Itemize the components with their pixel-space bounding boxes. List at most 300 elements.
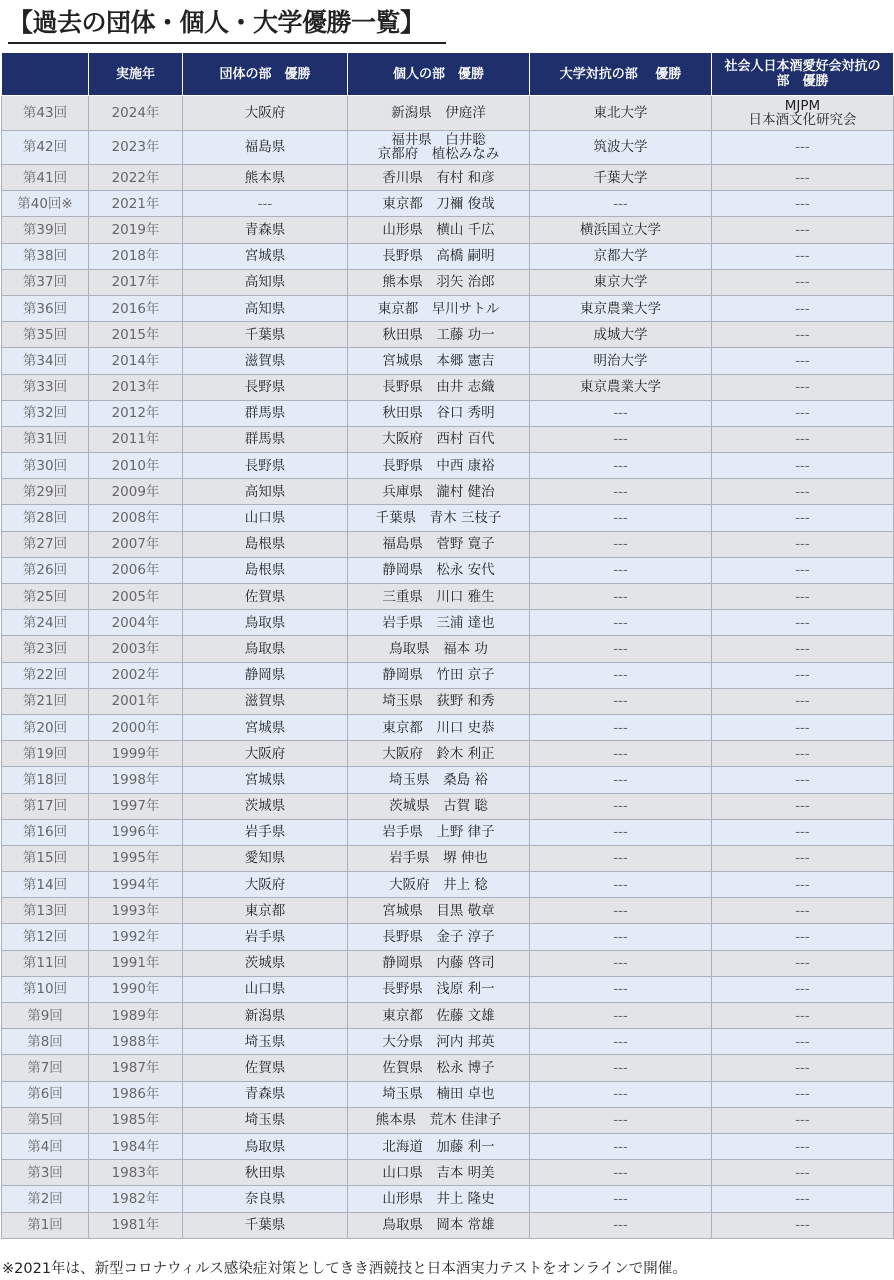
cell-team: 静岡県 (183, 662, 348, 688)
cell-round: 第42回 (2, 130, 89, 165)
cell-individual: 福島県 菅野 寛子 (348, 531, 530, 557)
table-row (2, 1081, 894, 1107)
cell-individual: 千葉県 青木 三枝子 (348, 505, 530, 531)
cell-round: 第36回 (2, 295, 89, 321)
cell-round: 第40回※ (2, 191, 89, 217)
cell-team: 熊本県 (183, 165, 348, 191)
cell-university: --- (530, 872, 712, 898)
cell-individual: 東京都 川口 史恭 (348, 714, 530, 740)
table-row (2, 741, 894, 767)
cell-team: 青森県 (183, 1081, 348, 1107)
cell-university: --- (530, 400, 712, 426)
cell-university: --- (530, 741, 712, 767)
cell-round: 第39回 (2, 217, 89, 243)
table-row (2, 688, 894, 714)
cell-round: 第7回 (2, 1055, 89, 1081)
cell-university: --- (530, 636, 712, 662)
table-row (2, 130, 894, 165)
cell-corporate: --- (712, 610, 894, 636)
cell-team: 埼玉県 (183, 1029, 348, 1055)
table-row (2, 976, 894, 1002)
cell-corporate: --- (712, 453, 894, 479)
cell-year: 1992年 (89, 924, 183, 950)
cell-year: 2016年 (89, 295, 183, 321)
cell-round: 第37回 (2, 269, 89, 295)
cell-corporate: --- (712, 1003, 894, 1029)
cell-year: 1990年 (89, 976, 183, 1002)
cell-corporate: --- (712, 741, 894, 767)
cell-team: 秋田県 (183, 1160, 348, 1186)
table-row (2, 479, 894, 505)
header-individual: 個人の部 優勝 (348, 53, 530, 96)
cell-individual: 静岡県 竹田 京子 (348, 662, 530, 688)
cell-team: 高知県 (183, 295, 348, 321)
table-header-row (2, 53, 894, 96)
cell-year: 1995年 (89, 845, 183, 871)
cell-individual: 宮城県 目黒 敬章 (348, 898, 530, 924)
cell-individual: 東京都 佐藤 文雄 (348, 1003, 530, 1029)
cell-year: 2019年 (89, 217, 183, 243)
cell-individual: 埼玉県 桑島 裕 (348, 767, 530, 793)
header-university: 大学対抗の部 優勝 (530, 53, 712, 96)
cell-round: 第15回 (2, 845, 89, 871)
cell-university: --- (530, 845, 712, 871)
cell-round: 第43回 (2, 96, 89, 131)
cell-round: 第20回 (2, 714, 89, 740)
cell-team: 群馬県 (183, 400, 348, 426)
table-row (2, 610, 894, 636)
cell-round: 第10回 (2, 976, 89, 1002)
cell-round: 第34回 (2, 348, 89, 374)
cell-round: 第33回 (2, 374, 89, 400)
cell-corporate: --- (712, 165, 894, 191)
cell-round: 第13回 (2, 898, 89, 924)
cell-university: --- (530, 1003, 712, 1029)
cell-individual: 岩手県 堺 伸也 (348, 845, 530, 871)
cell-team: --- (183, 191, 348, 217)
table-row (2, 1160, 894, 1186)
cell-individual: 岩手県 三浦 達也 (348, 610, 530, 636)
cell-team: 埼玉県 (183, 1107, 348, 1133)
table-row (2, 584, 894, 610)
cell-round: 第3回 (2, 1160, 89, 1186)
cell-individual: 大分県 河内 邦英 (348, 1029, 530, 1055)
cell-round: 第38回 (2, 243, 89, 269)
cell-university: --- (530, 924, 712, 950)
cell-university: --- (530, 531, 712, 557)
cell-year: 1981年 (89, 1212, 183, 1238)
table-row (2, 505, 894, 531)
cell-round: 第1回 (2, 1212, 89, 1238)
cell-corporate: --- (712, 1107, 894, 1133)
cell-year: 2017年 (89, 269, 183, 295)
cell-team: 山口県 (183, 976, 348, 1002)
cell-round: 第4回 (2, 1133, 89, 1159)
cell-university: --- (530, 1212, 712, 1238)
table-row (2, 374, 894, 400)
cell-team: 島根県 (183, 531, 348, 557)
table-row (2, 872, 894, 898)
cell-individual: 埼玉県 荻野 和秀 (348, 688, 530, 714)
cell-round: 第22回 (2, 662, 89, 688)
cell-individual: 長野県 由井 志織 (348, 374, 530, 400)
table-row (2, 767, 894, 793)
cell-year: 2009年 (89, 479, 183, 505)
cell-year: 1982年 (89, 1186, 183, 1212)
cell-individual: 秋田県 工藤 功一 (348, 322, 530, 348)
cell-team: 鳥取県 (183, 636, 348, 662)
cell-university: --- (530, 714, 712, 740)
table-row (2, 557, 894, 583)
cell-year: 1996年 (89, 819, 183, 845)
cell-team: 高知県 (183, 479, 348, 505)
cell-corporate: --- (712, 1029, 894, 1055)
cell-year: 1989年 (89, 1003, 183, 1029)
cell-corporate: --- (712, 898, 894, 924)
table-row (2, 295, 894, 321)
cell-corporate: --- (712, 191, 894, 217)
cell-round: 第18回 (2, 767, 89, 793)
table-row (2, 1133, 894, 1159)
cell-university: --- (530, 1186, 712, 1212)
cell-round: 第23回 (2, 636, 89, 662)
cell-corporate: MJPM 日本酒文化研究会 (712, 96, 894, 131)
cell-university: --- (530, 1133, 712, 1159)
cell-individual: 山形県 井上 隆史 (348, 1186, 530, 1212)
winners-table (1, 52, 894, 1239)
table-row (2, 165, 894, 191)
cell-individual: 秋田県 谷口 秀明 (348, 400, 530, 426)
cell-university: 東京農業大学 (530, 374, 712, 400)
table-row (2, 217, 894, 243)
cell-team: 鳥取県 (183, 610, 348, 636)
cell-team: 大阪府 (183, 96, 348, 131)
cell-round: 第26回 (2, 557, 89, 583)
cell-university: --- (530, 426, 712, 452)
cell-corporate: --- (712, 531, 894, 557)
cell-year: 2010年 (89, 453, 183, 479)
header-year: 実施年 (89, 53, 183, 96)
cell-corporate: --- (712, 479, 894, 505)
cell-round: 第31回 (2, 426, 89, 452)
cell-individual: 長野県 高橋 嗣明 (348, 243, 530, 269)
cell-round: 第41回 (2, 165, 89, 191)
cell-corporate: --- (712, 130, 894, 165)
cell-corporate: --- (712, 688, 894, 714)
cell-university: --- (530, 793, 712, 819)
cell-team: 長野県 (183, 453, 348, 479)
cell-corporate: --- (712, 426, 894, 452)
table-row (2, 950, 894, 976)
table-row (2, 819, 894, 845)
table-row (2, 1212, 894, 1238)
footnote: ※2021年は、新型コロナウィルス感染症対策としてきき酒競技と日本酒実力テストをオンラインで開催。 (2, 1261, 687, 1277)
cell-team: 宮城県 (183, 767, 348, 793)
cell-university: --- (530, 191, 712, 217)
table-row (2, 1055, 894, 1081)
cell-round: 第11回 (2, 950, 89, 976)
cell-individual: 大阪府 鈴木 利正 (348, 741, 530, 767)
cell-corporate: --- (712, 767, 894, 793)
cell-individual: 静岡県 松永 安代 (348, 557, 530, 583)
cell-year: 2015年 (89, 322, 183, 348)
cell-team: 茨城県 (183, 793, 348, 819)
cell-team: 愛知県 (183, 845, 348, 871)
table-row (2, 453, 894, 479)
cell-year: 1991年 (89, 950, 183, 976)
cell-individual: 福井県 白井聡 京都府 植松みなみ (348, 130, 530, 165)
cell-team: 青森県 (183, 217, 348, 243)
cell-year: 1983年 (89, 1160, 183, 1186)
cell-individual: 山形県 横山 千広 (348, 217, 530, 243)
page-title: 【過去の団体・個人・大学優勝一覧】 (8, 8, 425, 37)
cell-individual: 東京都 刀禰 俊哉 (348, 191, 530, 217)
table-row (2, 845, 894, 871)
cell-corporate: --- (712, 924, 894, 950)
cell-individual: 埼玉県 楠田 卓也 (348, 1081, 530, 1107)
table-row (2, 1107, 894, 1133)
cell-university: --- (530, 819, 712, 845)
cell-team: 宮城県 (183, 714, 348, 740)
cell-round: 第16回 (2, 819, 89, 845)
cell-year: 2006年 (89, 557, 183, 583)
cell-team: 岩手県 (183, 819, 348, 845)
cell-university: --- (530, 1107, 712, 1133)
table-row (2, 1029, 894, 1055)
cell-corporate: --- (712, 269, 894, 295)
cell-year: 2018年 (89, 243, 183, 269)
cell-team: 佐賀県 (183, 1055, 348, 1081)
cell-team: 島根県 (183, 557, 348, 583)
cell-university: --- (530, 1055, 712, 1081)
cell-team: 新潟県 (183, 1003, 348, 1029)
cell-university: --- (530, 767, 712, 793)
cell-team: 大阪府 (183, 741, 348, 767)
cell-university: --- (530, 505, 712, 531)
cell-university: --- (530, 898, 712, 924)
table-row (2, 924, 894, 950)
cell-team: 千葉県 (183, 322, 348, 348)
cell-year: 1988年 (89, 1029, 183, 1055)
table-row (2, 96, 894, 131)
cell-corporate: --- (712, 374, 894, 400)
cell-year: 1985年 (89, 1107, 183, 1133)
cell-round: 第5回 (2, 1107, 89, 1133)
cell-team: 福島県 (183, 130, 348, 165)
cell-corporate: --- (712, 1133, 894, 1159)
cell-individual: 山口県 吉本 明美 (348, 1160, 530, 1186)
cell-round: 第27回 (2, 531, 89, 557)
cell-year: 1987年 (89, 1055, 183, 1081)
cell-round: 第30回 (2, 453, 89, 479)
cell-team: 群馬県 (183, 426, 348, 452)
cell-year: 1998年 (89, 767, 183, 793)
cell-round: 第8回 (2, 1029, 89, 1055)
cell-team: 東京都 (183, 898, 348, 924)
cell-individual: 熊本県 羽矢 治郎 (348, 269, 530, 295)
cell-year: 2004年 (89, 610, 183, 636)
cell-year: 2012年 (89, 400, 183, 426)
cell-individual: 長野県 中西 康裕 (348, 453, 530, 479)
cell-team: 滋賀県 (183, 348, 348, 374)
cell-team: 滋賀県 (183, 688, 348, 714)
cell-corporate: --- (712, 1186, 894, 1212)
cell-team: 佐賀県 (183, 584, 348, 610)
cell-round: 第35回 (2, 322, 89, 348)
cell-university: --- (530, 610, 712, 636)
cell-university: --- (530, 1029, 712, 1055)
cell-year: 2002年 (89, 662, 183, 688)
cell-corporate: --- (712, 505, 894, 531)
cell-individual: 北海道 加藤 利一 (348, 1133, 530, 1159)
cell-corporate: --- (712, 636, 894, 662)
cell-team: 宮城県 (183, 243, 348, 269)
cell-round: 第19回 (2, 741, 89, 767)
cell-individual: 宮城県 本郷 憲吉 (348, 348, 530, 374)
cell-year: 2021年 (89, 191, 183, 217)
cell-university: --- (530, 584, 712, 610)
cell-individual: 熊本県 荒木 佳津子 (348, 1107, 530, 1133)
table-row (2, 400, 894, 426)
cell-year: 1999年 (89, 741, 183, 767)
cell-corporate: --- (712, 243, 894, 269)
cell-corporate: --- (712, 950, 894, 976)
cell-team: 高知県 (183, 269, 348, 295)
cell-round: 第28回 (2, 505, 89, 531)
cell-individual: 三重県 川口 雅生 (348, 584, 530, 610)
cell-team: 大阪府 (183, 872, 348, 898)
cell-corporate: --- (712, 845, 894, 871)
cell-year: 2005年 (89, 584, 183, 610)
cell-individual: 静岡県 内藤 啓司 (348, 950, 530, 976)
cell-university: 横浜国立大学 (530, 217, 712, 243)
cell-individual: 香川県 有村 和彦 (348, 165, 530, 191)
cell-corporate: --- (712, 217, 894, 243)
cell-round: 第21回 (2, 688, 89, 714)
cell-corporate: --- (712, 793, 894, 819)
cell-university: --- (530, 1081, 712, 1107)
cell-corporate: --- (712, 819, 894, 845)
cell-university: 東京農業大学 (530, 295, 712, 321)
cell-university: --- (530, 688, 712, 714)
table-row (2, 1186, 894, 1212)
cell-team: 山口県 (183, 505, 348, 531)
cell-round: 第6回 (2, 1081, 89, 1107)
cell-individual: 大阪府 西村 百代 (348, 426, 530, 452)
cell-individual: 大阪府 井上 稔 (348, 872, 530, 898)
cell-round: 第32回 (2, 400, 89, 426)
cell-corporate: --- (712, 976, 894, 1002)
cell-year: 2022年 (89, 165, 183, 191)
cell-team: 奈良県 (183, 1186, 348, 1212)
cell-individual: 岩手県 上野 律子 (348, 819, 530, 845)
cell-corporate: --- (712, 584, 894, 610)
cell-individual: 佐賀県 松永 博子 (348, 1055, 530, 1081)
table-row (2, 898, 894, 924)
cell-corporate: --- (712, 348, 894, 374)
cell-year: 2001年 (89, 688, 183, 714)
cell-individual: 鳥取県 福本 功 (348, 636, 530, 662)
cell-individual: 鳥取県 岡本 常雄 (348, 1212, 530, 1238)
cell-university: --- (530, 479, 712, 505)
cell-year: 2013年 (89, 374, 183, 400)
header-round (2, 53, 89, 96)
cell-individual: 新潟県 伊庭洋 (348, 96, 530, 131)
cell-corporate: --- (712, 322, 894, 348)
header-corporate: 社会人日本酒愛好会対抗の 部 優勝 (712, 53, 894, 96)
cell-round: 第2回 (2, 1186, 89, 1212)
cell-team: 千葉県 (183, 1212, 348, 1238)
cell-corporate: --- (712, 714, 894, 740)
cell-university: 千葉大学 (530, 165, 712, 191)
table-row (2, 662, 894, 688)
cell-year: 1994年 (89, 872, 183, 898)
cell-round: 第12回 (2, 924, 89, 950)
table-row (2, 793, 894, 819)
cell-year: 2003年 (89, 636, 183, 662)
table-row (2, 531, 894, 557)
cell-university: 東北大学 (530, 96, 712, 131)
table-row (2, 714, 894, 740)
cell-university: 東京大学 (530, 269, 712, 295)
cell-individual: 茨城県 古賀 聡 (348, 793, 530, 819)
cell-corporate: --- (712, 400, 894, 426)
cell-year: 2024年 (89, 96, 183, 131)
cell-round: 第25回 (2, 584, 89, 610)
cell-corporate: --- (712, 872, 894, 898)
cell-year: 1984年 (89, 1133, 183, 1159)
cell-year: 1993年 (89, 898, 183, 924)
cell-university: --- (530, 557, 712, 583)
cell-corporate: --- (712, 1081, 894, 1107)
cell-university: --- (530, 950, 712, 976)
cell-university: 成城大学 (530, 322, 712, 348)
table-row (2, 243, 894, 269)
cell-university: 筑波大学 (530, 130, 712, 165)
title-underline (8, 42, 446, 44)
cell-team: 岩手県 (183, 924, 348, 950)
table-row (2, 348, 894, 374)
cell-year: 2008年 (89, 505, 183, 531)
cell-round: 第14回 (2, 872, 89, 898)
cell-individual: 長野県 浅原 利一 (348, 976, 530, 1002)
cell-university: 京都大学 (530, 243, 712, 269)
table-row (2, 1003, 894, 1029)
cell-university: --- (530, 662, 712, 688)
cell-year: 1986年 (89, 1081, 183, 1107)
cell-university: 明治大学 (530, 348, 712, 374)
cell-year: 2007年 (89, 531, 183, 557)
cell-team: 長野県 (183, 374, 348, 400)
cell-year: 2014年 (89, 348, 183, 374)
cell-corporate: --- (712, 1212, 894, 1238)
cell-year: 2023年 (89, 130, 183, 165)
cell-corporate: --- (712, 662, 894, 688)
cell-corporate: --- (712, 1160, 894, 1186)
cell-year: 2011年 (89, 426, 183, 452)
cell-round: 第9回 (2, 1003, 89, 1029)
table-row (2, 426, 894, 452)
table-row (2, 322, 894, 348)
table-row (2, 191, 894, 217)
cell-round: 第29回 (2, 479, 89, 505)
cell-university: --- (530, 1160, 712, 1186)
cell-round: 第24回 (2, 610, 89, 636)
cell-individual: 東京都 早川サトル (348, 295, 530, 321)
cell-team: 鳥取県 (183, 1133, 348, 1159)
cell-round: 第17回 (2, 793, 89, 819)
header-team: 団体の部 優勝 (183, 53, 348, 96)
